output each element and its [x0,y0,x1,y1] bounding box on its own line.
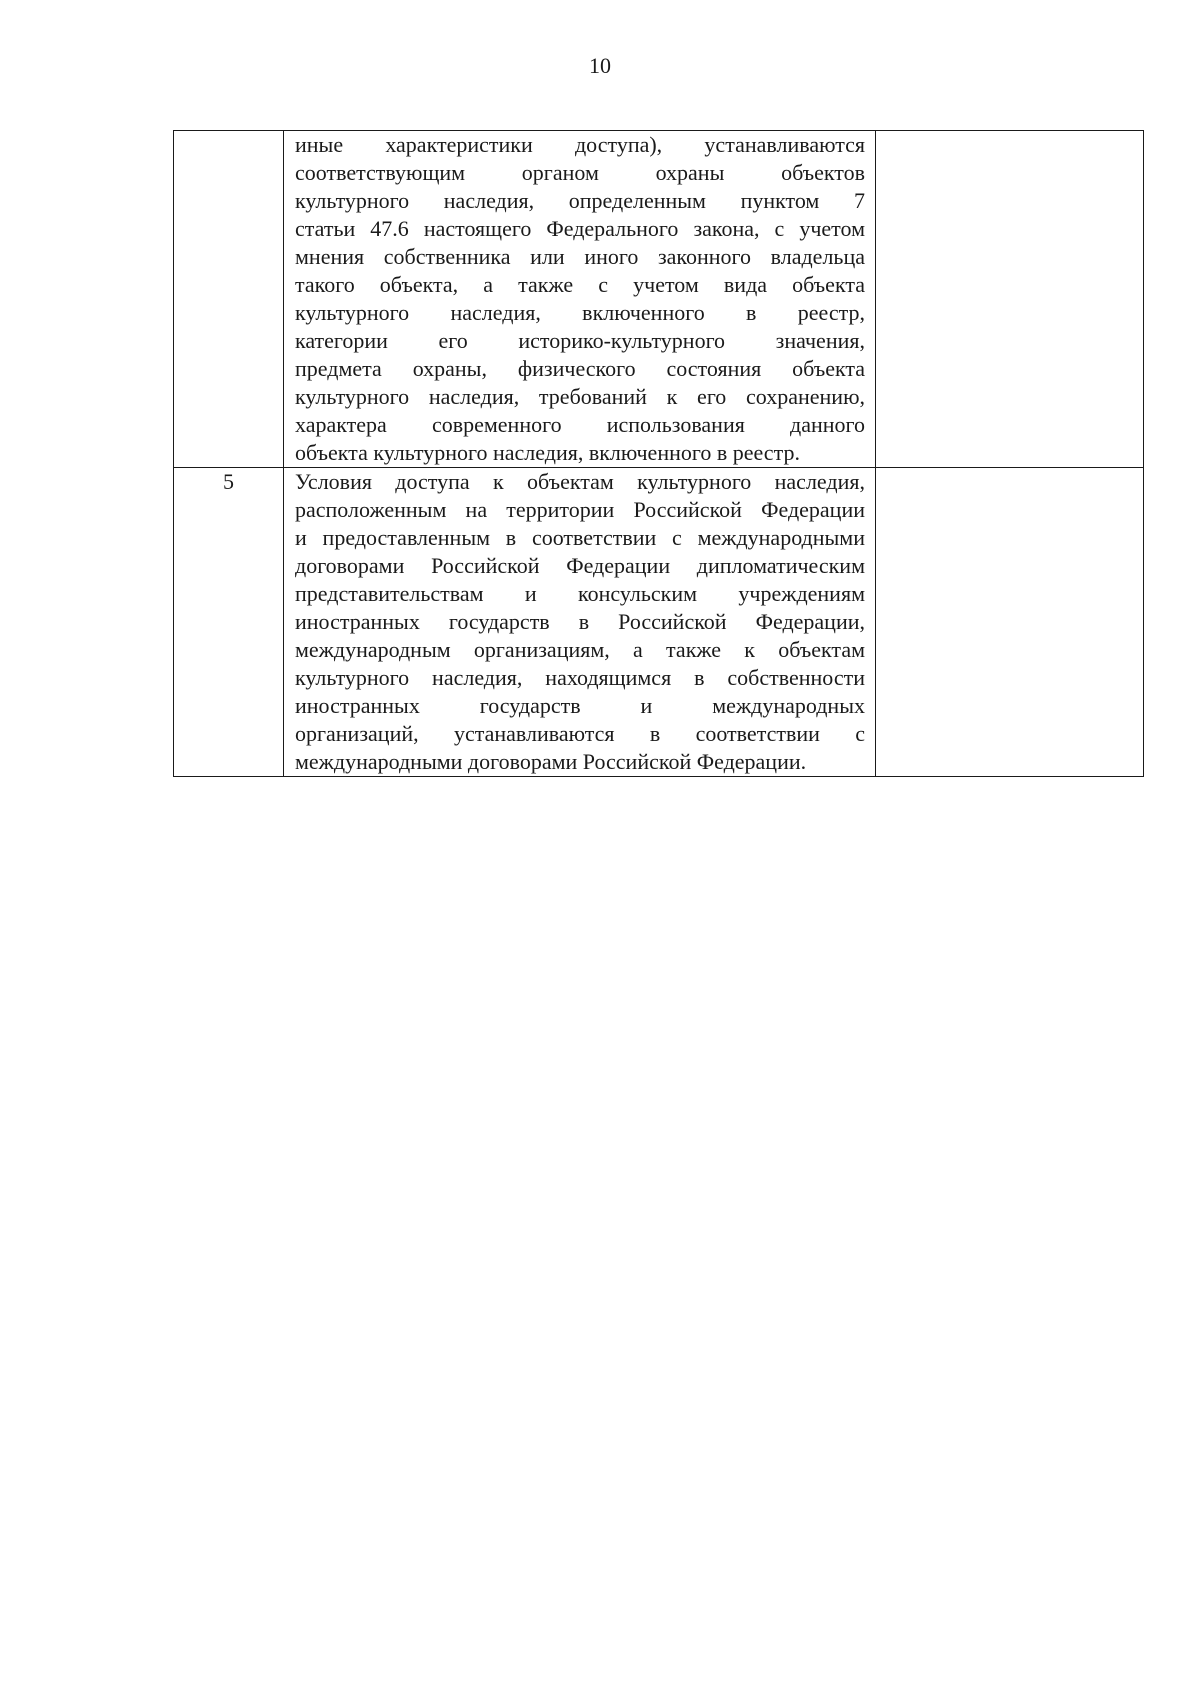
page-number: 10 [589,53,611,78]
row-number-cell: 5 [174,468,284,777]
table-row [174,131,1144,468]
row-extra-cell [876,468,1144,777]
row-paragraph [295,468,865,776]
row-number-cell [174,131,284,468]
text-line: культурного наследия, требований к его сохранению, [295,384,865,409]
text-line: иностранных государств в Российской Федерации, [295,609,865,634]
text-line: договорами Российской Федерации дипломатическим [295,553,865,578]
text-line: статьи 47.6 настоящего Федерального закона, с учетом [295,216,865,241]
text-line: соответствующим органом охраны объектов [295,160,865,185]
document-table [173,130,1144,777]
row-text-cell [284,468,876,777]
text-line: организаций, устанавливаются в соответствии с [295,721,865,746]
text-line: иные характеристики доступа), устанавливаются [295,132,865,157]
text-line: характера современного использования данного [295,412,865,437]
text-line: такого объекта, а также с учетом вида объекта [295,272,865,297]
text-line: Условия доступа к объектам культурного наследия, [295,469,865,494]
table-row [174,468,1144,777]
text-line: предмета охраны, физического состояния объекта [295,356,865,381]
text-line: и предоставленным в соответствии с международными [295,525,865,550]
text-line: культурного наследия, включенного в реестр, [295,300,865,325]
row-text-cell [284,131,876,468]
text-line: культурного наследия, определенным пунктом 7 [295,188,865,213]
text-line: мнения собственника или иного законного владельца [295,244,865,269]
row-paragraph [295,131,865,467]
text-line: объекта культурного наследия, включенного в реестр. [295,440,800,465]
text-line: культурного наследия, находящимся в собственности [295,665,865,690]
text-line: международными договорами Российской Федерации. [295,749,807,774]
text-line: международным организациям, а также к объектам [295,637,865,662]
text-line: представительствам и консульским учреждениям [295,581,865,606]
row-extra-cell [876,131,1144,468]
text-line: иностранных государств и международных [295,693,865,718]
text-line: расположенным на территории Российской Федерации [295,497,865,522]
text-line: категории его историко-культурного значения, [295,328,865,353]
